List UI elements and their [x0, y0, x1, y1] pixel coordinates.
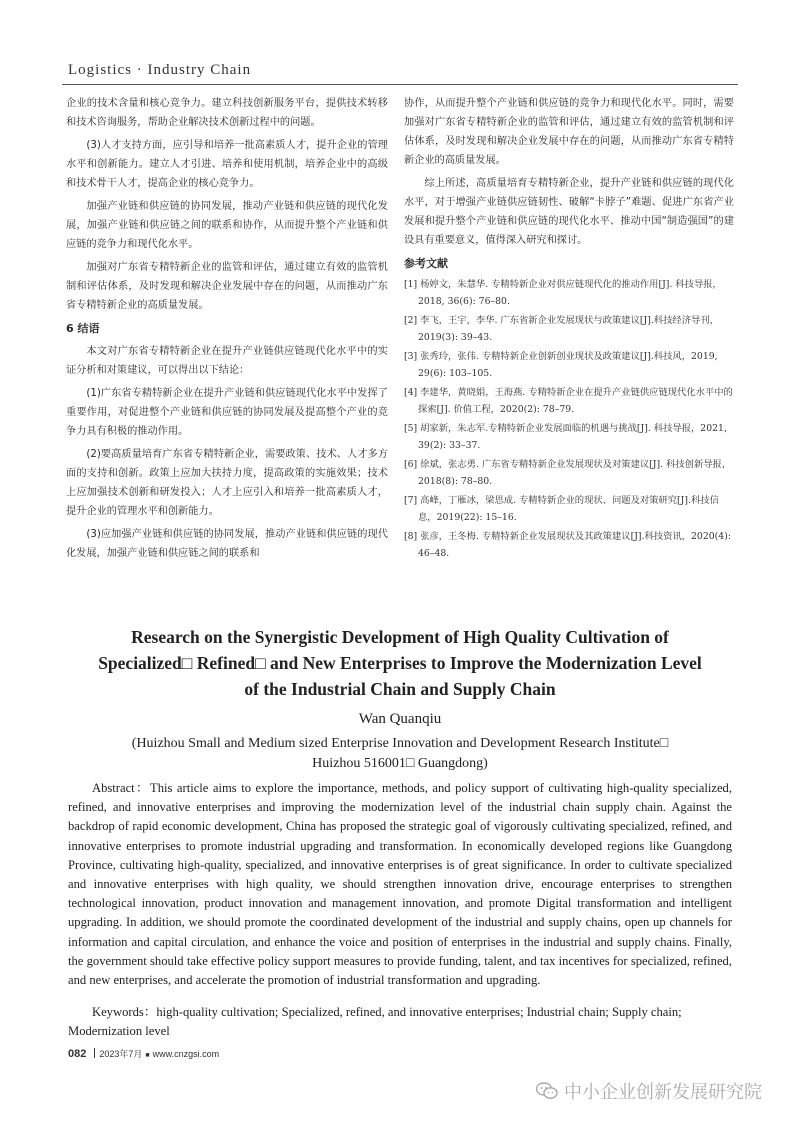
watermark-text: 中小企业创新发展研究院 [564, 1082, 762, 1103]
reference-item: [7] 高峰，丁雁冰，梁思成. 专精特新企业的现状、问题及对策研究[J].科技信息，2019(22): 15–16. [404, 495, 719, 523]
reference-item: [3] 张秀玲，张伟. 专精特新企业创新创业现状及政策建议[J].科技风，2019, 29(6): 103–105. [404, 351, 718, 379]
watermark [536, 1078, 762, 1104]
references-heading: 参考文献 [404, 257, 448, 270]
reference-item: [6] 徐斌，张志勇. 广东省专精特新企业发展现状及对策建议[J]. 科技创新导报，2018(8): 78–80. [404, 459, 732, 487]
english-title-line: of the Industrial Chain and Supply Chain [244, 679, 556, 699]
issue-date: 2023年7月 [99, 1049, 143, 1059]
abstract-label: Abstract： [92, 781, 151, 795]
paragraph: (3)人才支持方面，应引导和培养一批高素质人才，提升企业的管理水平和创新能力。建立人才引进、培养和使用机制，培养企业中的高级和技术骨干人才，提高企业的核心竞争力。 [66, 140, 388, 189]
keywords [68, 1003, 732, 1041]
wechat-icon [536, 1082, 558, 1100]
paragraph: 加强产业链和供应链的协同发展，推动产业链和供应链的现代化发展，加强产业链和供应链之间的联系和协作，从而提升整个产业链和供应链的竞争力和现代化水平。 [66, 201, 388, 250]
paragraph: 加强对广东省专精特新企业的监管和评估，通过建立有效的监管机制和评估体系，及时发现和解决企业发展中存在的问题，从而推动广东省专精特新企业的高质量发展。 [66, 262, 388, 311]
keywords-text: high-quality cultivation; Specialized, refined, and innovative enterprises; Industrial chain; Supply chain; Modernization level [68, 1005, 682, 1039]
affiliation-line: (Huizhou Small and Medium sized Enterprise Innovation and Development Research Institute□ [131, 736, 669, 751]
square-bullet-icon: ■ [145, 1052, 150, 1059]
paragraph: 本文对广东省专精特新企业在提升产业链供应链现代化水平中的实证分析和对策建议，可以得出以下结论： [66, 346, 388, 376]
left-column [66, 94, 388, 567]
english-title-line: Specialized□ Refined□ and New Enterprises to Improve the Modernization Level [98, 653, 702, 673]
paragraph: 协作，从而提升整个产业链和供应链的竞争力和现代化水平。同时，需要加强对广东省专精特新企业的监管和评估，通过建立有效的监管机制和评估体系，及时发现和解决企业发展中存在的问题，从而推动广东省专精特新企业的高质量发展。 [404, 98, 734, 166]
header-rule [62, 84, 738, 85]
paragraph: 综上所述，高质量培育专精特新企业，提升产业链和供应链的现代化水平，对于增强产业链供应链韧性、破解“卡脖子”难题、促进广东省产业发展和提升整个产业链和供应链的现代化水平、推动中国“制造强国”的建设具有重要意义，值得深入研究和探讨。 [404, 178, 734, 246]
author-name: Wan Quanqiu [358, 711, 442, 727]
page-footer [68, 1047, 219, 1060]
abstract [68, 779, 732, 990]
reference-item: [8] 张彦，王冬梅. 专精特新企业发展现状及其政策建议[J].科技资讯，2020(4): 46–48. [404, 531, 731, 559]
author-affiliation [70, 734, 730, 774]
reference-item: [5] 胡家新，朱志军.专精特新企业发展面临的机遇与挑战[J]. 科技导报，2021, 39(2): 33–37. [404, 423, 727, 451]
page-number: 082 [68, 1048, 87, 1060]
section-heading-conclusion: 6 结语 [66, 322, 100, 335]
affiliation-line: Huizhou 516001□ Guangdong) [312, 756, 488, 771]
paragraph: (2)要高质量培育广东省专精特新企业，需要政策、技术、人才多方面的支持和创新。政策上应加大扶持力度，提高政策的实施效果；技术上应加强技术创新和研发投入；人才上应引入和培养一批高素质人才，提升企业的管理水平和创新能力。 [66, 449, 388, 517]
paragraph: 企业的技术含量和核心竞争力。建立科技创新服务平台，提供技术转移和技术咨询服务，帮助企业解决技术创新过程中的问题。 [66, 98, 388, 128]
english-title-line: Research on the Synergistic Development of High Quality Cultivation of [131, 627, 669, 647]
running-header: Logistics · Industry Chain [68, 62, 252, 78]
footer-divider [94, 1048, 95, 1058]
reference-list [404, 277, 734, 562]
website-link[interactable]: www.cnzgsi.com [152, 1049, 220, 1059]
paragraph: (3)应加强产业链和供应链的协同发展，推动产业链和供应链的现代化发展，加强产业链和供应链之间的联系和 [66, 529, 388, 559]
reference-item: [1] 杨婷文，朱慧华. 专精特新企业对供应链现代化的推动作用[J]. 科技导报，2018, 36(6): 76–80. [404, 279, 722, 307]
english-title [70, 624, 730, 702]
paragraph: (1)广东省专精特新企业在提升产业链和供应链现代化水平中发挥了重要作用，对促进整个产业链和供应链的协同发展及提高整个产业的竞争力具有积极的推动作用。 [66, 388, 388, 437]
abstract-text: This article aims to explore the importance, methods, and policy support of cultivating high-quality specialized, refined, and innovative enterprises and improving the modernization level of the industrial chain supply chain. Against the backdrop of rapid economic development, China has proposed the strategic goal of vigorously cultivating specialized, refined, and innovative enterprises to promote industrial upgrading and transformation. In economically developed regions like Guangdong Province, cultivating high-quality, specialized, and innovative enterprises is of great significance. In order to cultivate specialized and innovative enterprises with high quality, we should strengthen innovation drive, encourage enterprises to strengthen technological innovation, product innovation and management innovation, and promote Digital transformation and intelligent upgrading. In addition, we should promote the coordinated development of the industrial and supply chains, open up channels for information and capital circulation, and enhance the voice and position of enterprises in the industrial and supply chains. Finally, the government should take effective policy support measures to provide funding, talent, and tax incentives for specialized, refined, and new enterprises, and accelerate the promotion of industrial transformation and upgrading. [68, 781, 732, 988]
right-column [404, 94, 734, 565]
keywords-label: Keywords： [92, 1005, 157, 1019]
reference-item: [2] 李飞，王宇，李华. 广东省新企业发展现状与政策建议[J].科技经济导刊，2019(3): 39–43. [404, 315, 719, 343]
reference-item: [4] 李建华，黄晓娟，王海燕. 专精特新企业在提升产业链供应链现代化水平中的探索[J]. 价值工程，2020(2): 78–79. [404, 387, 733, 415]
